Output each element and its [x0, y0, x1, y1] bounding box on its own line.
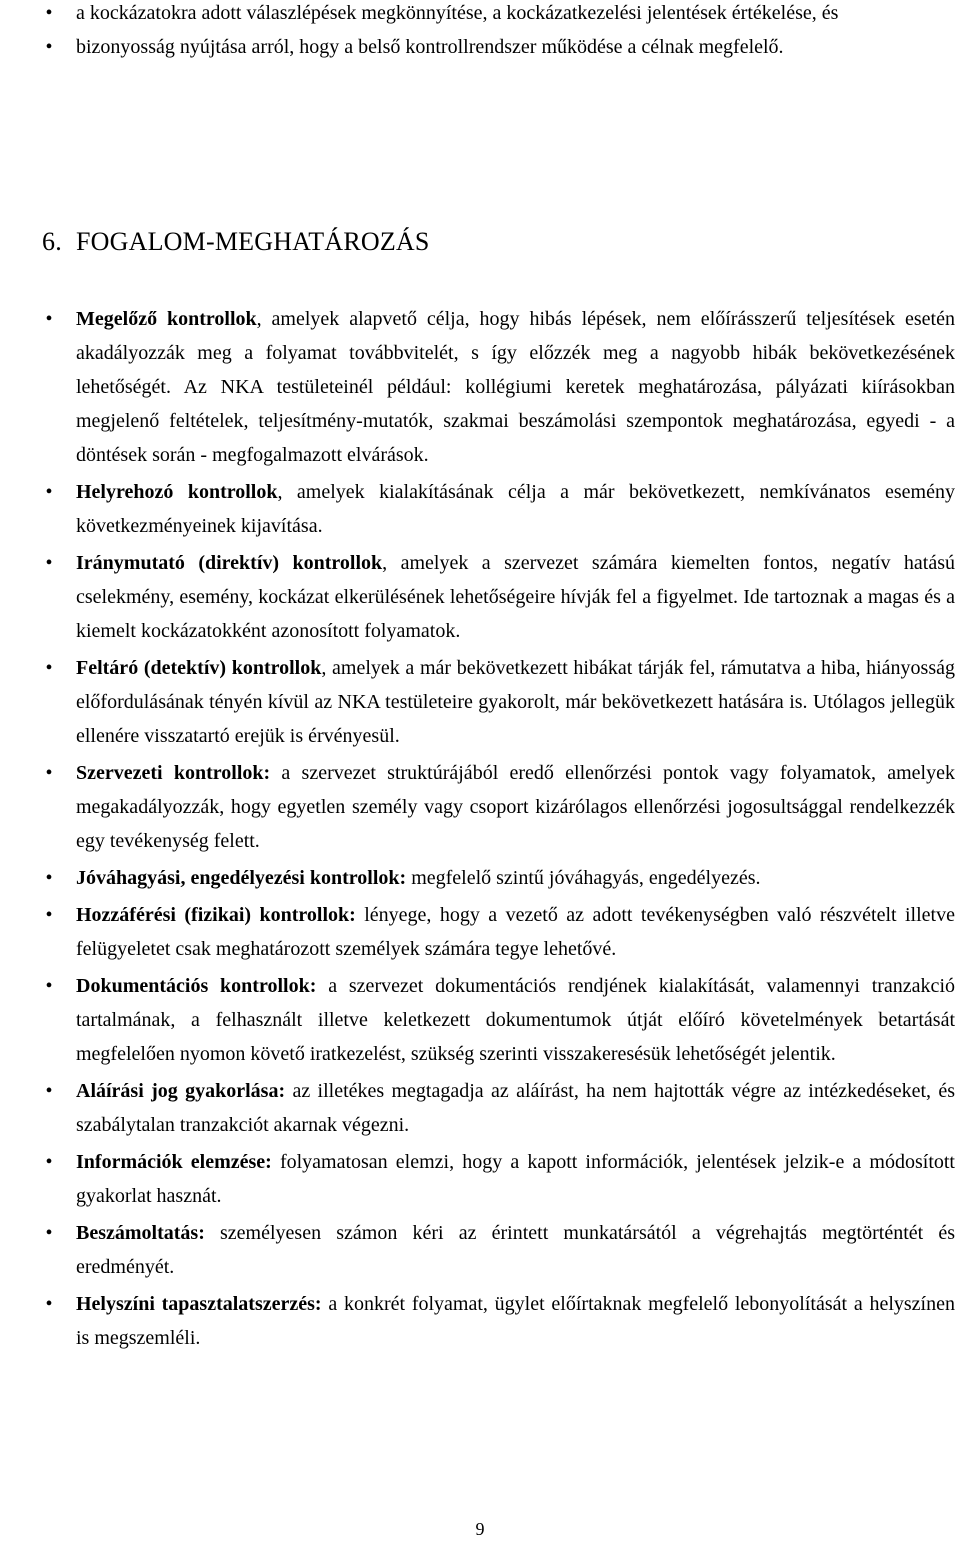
definition-item — [0, 1074, 960, 1142]
definition-item — [0, 756, 960, 858]
section-heading — [0, 224, 960, 260]
definition-term: Helyszíni tapasztalatszerzés: — [76, 1293, 322, 1315]
definition-term: Aláírási jog gyakorlása: — [76, 1080, 286, 1102]
definition-text: , amelyek a már bekövetkezett hibákat tárják fel, rámutatva a hiba, hiányosság előfordulásának tényén kívül az NKA testületeire gyakorolt, már bekövetkezett hatására is. Utólagos jellegük ellenére visszatartó erejük is érvényesül. — [76, 657, 955, 747]
definition-item — [0, 1287, 960, 1355]
definition-item — [0, 898, 960, 966]
definition-term: Feltáró (detektív) kontrollok — [76, 657, 322, 679]
definition-term: Információk elemzése: — [76, 1151, 272, 1173]
definition-text: megfelelő szintű jóváhagyás, engedélyezés. — [406, 867, 761, 889]
definition-term: Szervezeti kontrollok: — [76, 762, 271, 784]
definition-text: személyesen számon kéri az érintett munkatársától a végrehajtás megtörténtét és eredményét. — [76, 1222, 955, 1278]
definitions-list — [0, 302, 960, 1358]
bullet-icon: • — [45, 904, 53, 926]
bullet-icon: • — [45, 1293, 53, 1315]
definition-text: , amelyek a szervezet számára kiemelten fontos, negatív hatású cselekmény, esemény, kockázat elkerülésének lehetőségeire hívják fel a figyelmet. Ide tartoznak a magas és a kiemelt kockázatokként azonosított folyamatok. — [76, 552, 955, 642]
bullet-icon: • — [45, 2, 53, 24]
definition-item — [0, 651, 960, 753]
definition-item — [0, 302, 960, 472]
definition-item — [0, 475, 960, 543]
definition-term: Helyrehozó kontrollok — [76, 481, 278, 503]
definition-term: Dokumentációs kontrollok: — [76, 975, 317, 997]
definition-text: , amelyek alapvető célja, hogy hibás lépések, nem előírásszerű teljesítések esetén akadályozzák meg a folyamat továbbvitelét, s így előzzék meg a nagyobb hibák bekövetkezésének lehetőségét. Az NKA testületeinél például: kollégiumi keretek meghatározása, pályázati kiírásokban megjelenő feltételek, teljesítmény-mutatók, szakmai beszámolási szempontok meghatározása, egyedi - a döntések során - megfogalmazott elvárások. — [76, 308, 955, 466]
bullet-icon: • — [45, 1080, 53, 1102]
definition-text: lényege, hogy a vezető az adott tevékenységben való részvételt illetve felügyeletet csak meghatározott személyek számára tegye lehetővé. — [76, 904, 955, 960]
bullet-icon: • — [45, 36, 53, 58]
section-title: FOGALOM-MEGHATÁROZÁS — [76, 227, 430, 256]
bullet-icon: • — [45, 552, 53, 574]
bullet-icon: • — [45, 1151, 53, 1173]
definition-text: az illetékes megtagadja az aláírást, ha nem hajtották végre az intézkedéseket, és szabálytalan tranzakciót akarnak végezni. — [76, 1080, 956, 1136]
definition-item — [0, 546, 960, 648]
definition-term: Megelőző kontrollok — [76, 308, 257, 330]
definition-term: Beszámoltatás: — [76, 1222, 205, 1244]
definition-text: folyamatosan elemzi, hogy a kapott információk, jelentések jelzik-e a módosított gyakorlat hasznát. — [76, 1151, 955, 1207]
definition-text: a konkrét folyamat, ügylet előírtaknak megfelelő lebonyolítását a helyszínen is megszemléli. — [76, 1293, 955, 1349]
definition-text: a szervezet dokumentációs rendjének kialakítását, valamennyi tranzakció tartalmának, a felhasznált illetve keletkezett dokumentumok útját előíró követelmények betartását megfelelően nyomon követő iratkezelést, szükség szerinti visszakeresésük lehetőségét jelentik. — [76, 975, 955, 1065]
definition-text: , amelyek kialakításának célja a már bekövetkezett, nemkívánatos esemény következményeinek kijavítása. — [76, 481, 955, 537]
intro-bullet-list — [0, 0, 960, 64]
definition-term: Iránymutató (direktív) kontrollok — [76, 552, 383, 574]
definition-term: Jóváhagyási, engedélyezési kontrollok: — [76, 867, 407, 889]
definition-item — [0, 969, 960, 1071]
definition-term: Hozzáférési (fizikai) kontrollok: — [76, 904, 356, 926]
bullet-icon: • — [45, 657, 53, 679]
bullet-icon: • — [45, 1222, 53, 1244]
definition-text: a szervezet struktúrájából eredő ellenőrzési pontok vagy folyamatok, amelyek megakadályozzák, hogy egyetlen személy vagy csoport kizárólagos ellenőrzési jogosultsággal rendelkezzék egy tevékenység felett. — [76, 762, 955, 852]
definition-item — [0, 1145, 960, 1213]
section-number: 6. — [42, 227, 62, 256]
bullet-icon: • — [45, 762, 53, 784]
list-item — [0, 30, 960, 64]
definition-item — [0, 861, 960, 895]
list-item — [0, 0, 960, 30]
bullet-icon: • — [45, 867, 53, 889]
bullet-icon: • — [45, 481, 53, 503]
page-number: 9 — [475, 1519, 485, 1539]
bullet-icon: • — [45, 975, 53, 997]
bullet-icon: • — [45, 308, 53, 330]
definition-item — [0, 1216, 960, 1284]
list-item-text: bizonyosság nyújtása arról, hogy a belső kontrollrendszer működése a célnak megfelelő. — [76, 36, 784, 58]
list-item-text: a kockázatokra adott válaszlépések megkönnyítése, a kockázatkezelési jelentések értékelése, és — [76, 2, 839, 24]
